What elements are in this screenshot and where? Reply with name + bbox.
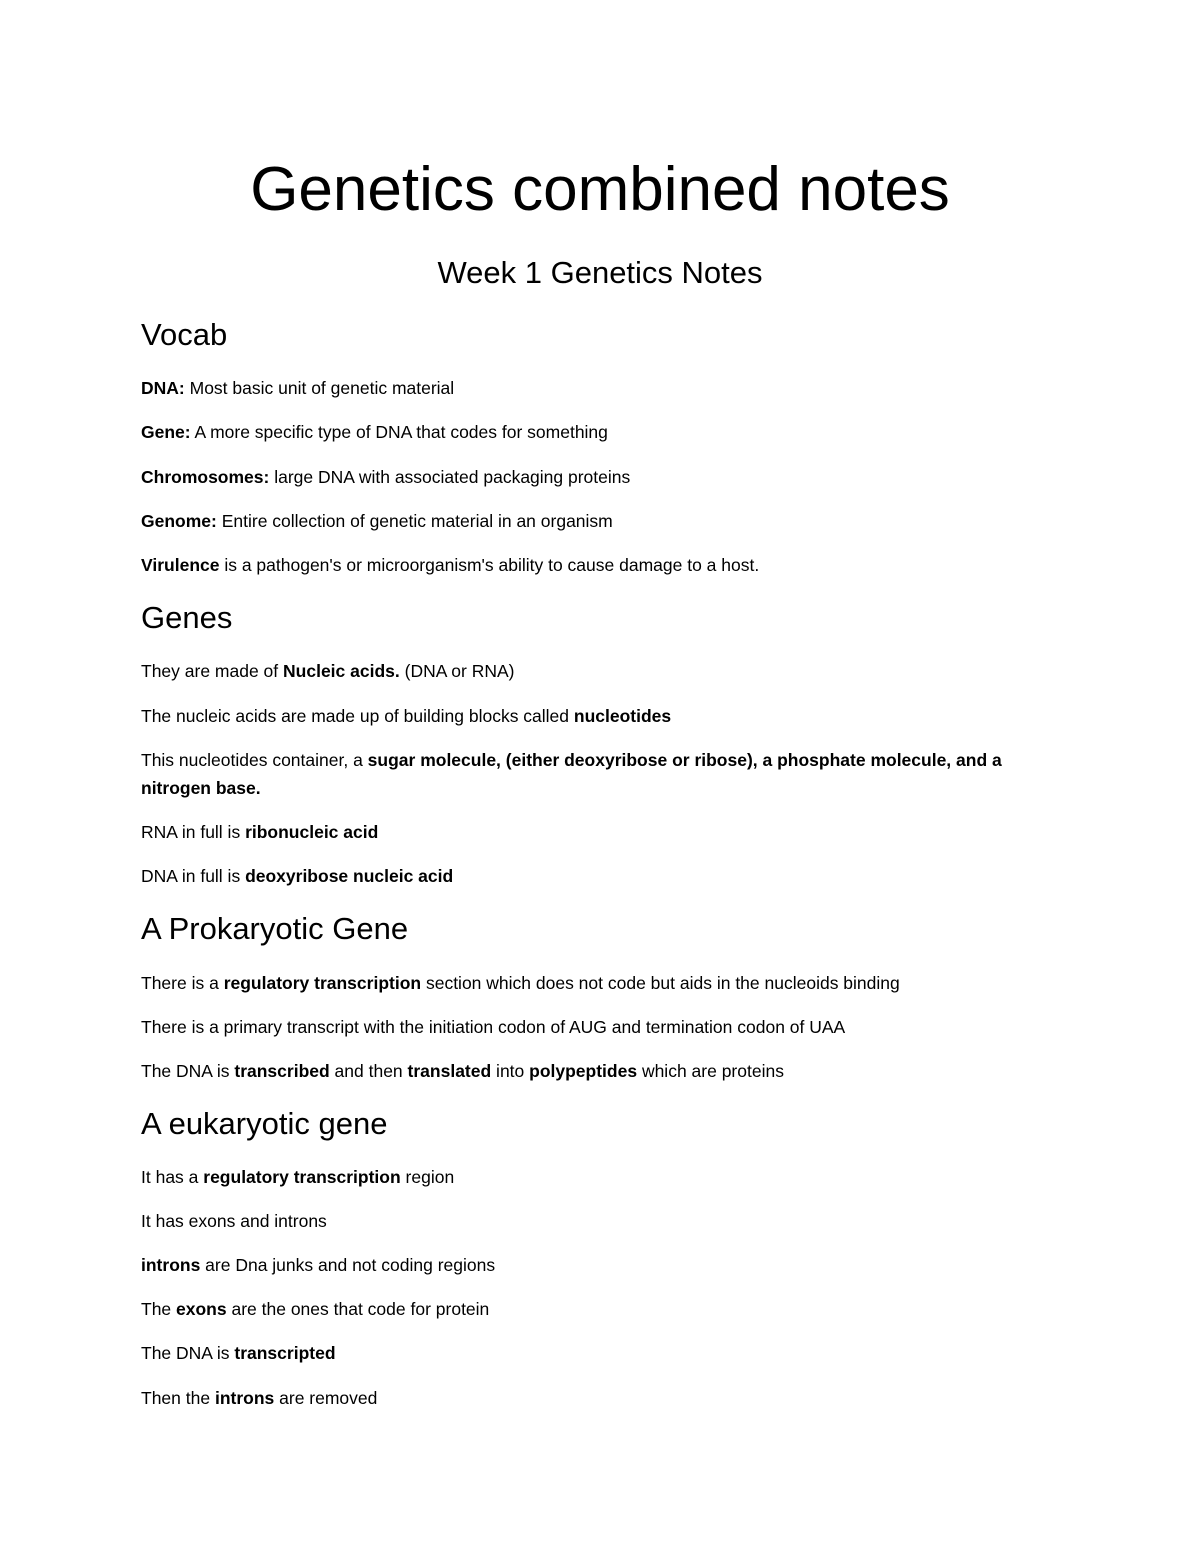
section-heading-vocab: Vocab: [141, 317, 228, 352]
eukaryotic-line: [141, 1339, 1071, 1367]
text-run: which are proteins: [637, 1061, 784, 1081]
vocab-line: [141, 551, 1071, 579]
bold-term: DNA:: [141, 378, 185, 398]
eukaryotic-line: [141, 1163, 1071, 1191]
genes-line: [141, 746, 1071, 802]
text-run: are removed: [274, 1388, 378, 1408]
genes-line: [141, 818, 1071, 846]
text-run: Entire collection of genetic material in an organism: [216, 511, 613, 531]
bold-term: Virulence: [141, 555, 220, 575]
section-heading-eukaryotic-gene: A eukaryotic gene: [141, 1106, 388, 1141]
text-run: The DNA is: [141, 1061, 235, 1081]
prokaryotic-line: [141, 1057, 1071, 1085]
text-run: Most basic unit of genetic material: [184, 378, 455, 398]
bold-term: deoxyribose nucleic acid: [245, 866, 454, 886]
eukaryotic-line: [141, 1384, 1071, 1412]
eukaryotic-line: [141, 1207, 1071, 1235]
bold-term: Genome:: [141, 511, 217, 531]
bold-term: polypeptides: [529, 1061, 638, 1081]
text-run: RNA in full is: [141, 822, 246, 842]
bold-term: sugar molecule, (either deoxyribose or ribose), a phosphate molecule, and a nitrogen base.: [141, 750, 1002, 798]
vocab-line: [141, 463, 1071, 491]
text-run: region: [400, 1167, 455, 1187]
bold-term: introns: [214, 1388, 275, 1408]
genes-line: [141, 862, 1071, 890]
text-run: DNA in full is: [141, 866, 246, 886]
text-run: are Dna junks and not coding regions: [200, 1255, 496, 1275]
bold-term: Nucleic acids.: [283, 661, 400, 681]
prokaryotic-line: [141, 1013, 1071, 1041]
text-run: It has a: [141, 1167, 204, 1187]
bold-term: exons: [176, 1299, 227, 1319]
bold-term: Chromosomes:: [141, 467, 270, 487]
section-heading-prokaryotic-gene: A Prokaryotic Gene: [141, 911, 409, 946]
text-run: They are made of: [141, 661, 284, 681]
text-run: There is a primary transcript with the initiation codon of AUG and termination codon of UAA: [141, 1017, 846, 1037]
bold-term: ribonucleic acid: [245, 822, 379, 842]
eukaryotic-line: [141, 1295, 1071, 1323]
text-run: Then the: [141, 1388, 215, 1408]
text-run: There is a: [141, 973, 224, 993]
text-run: The DNA is: [141, 1343, 235, 1363]
text-run: (DNA or RNA): [399, 661, 515, 681]
genes-line: [141, 702, 1071, 730]
bold-term: regulatory transcription: [223, 973, 422, 993]
vocab-line: [141, 507, 1071, 535]
bold-term: transcripted: [234, 1343, 336, 1363]
eukaryotic-line: [141, 1251, 1071, 1279]
document-subtitle: Week 1 Genetics Notes: [437, 255, 763, 290]
text-run: A more specific type of DNA that codes for something: [190, 422, 608, 442]
bold-term: regulatory transcription: [203, 1167, 401, 1187]
text-run: is a pathogen's or microorganism's ability to cause damage to a host.: [219, 555, 760, 575]
bold-term: Gene:: [141, 422, 191, 442]
bold-term: nucleotides: [573, 706, 672, 726]
text-run: and then: [329, 1061, 408, 1081]
text-run: This nucleotides container, a: [141, 750, 368, 770]
text-run: into: [491, 1061, 530, 1081]
text-run: section which does not code but aids in the nucleoids binding: [421, 973, 900, 993]
text-run: large DNA with associated packaging proteins: [269, 467, 631, 487]
genes-line: [141, 657, 1071, 685]
vocab-line: [141, 374, 1071, 402]
text-run: are the ones that code for protein: [226, 1299, 490, 1319]
text-run: The nucleic acids are made up of building blocks called: [141, 706, 574, 726]
bold-term: transcribed: [234, 1061, 330, 1081]
section-heading-genes: Genes: [141, 600, 233, 635]
text-run: The: [141, 1299, 177, 1319]
vocab-line: [141, 418, 1071, 446]
bold-term: introns: [141, 1255, 201, 1275]
prokaryotic-line: [141, 969, 1071, 997]
text-run: It has exons and introns: [141, 1211, 327, 1231]
document-title: Genetics combined notes: [250, 155, 950, 224]
bold-term: translated: [407, 1061, 492, 1081]
